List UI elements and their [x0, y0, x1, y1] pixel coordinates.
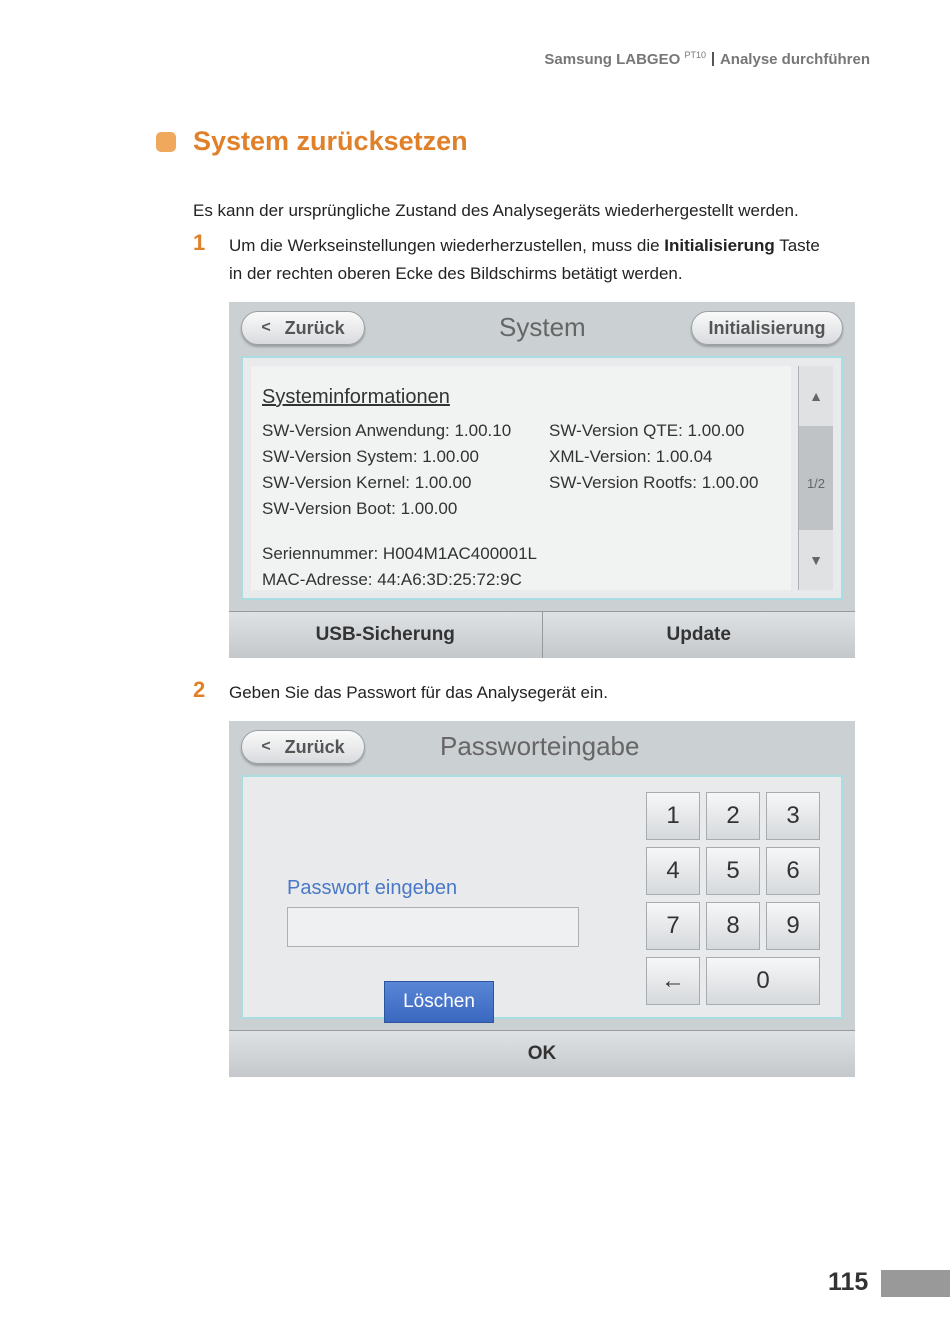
title-bullet-icon [156, 132, 176, 152]
key-4[interactable]: 4 [646, 847, 700, 895]
step-1-number: 1 [193, 230, 206, 255]
back-button-2[interactable] [241, 730, 365, 764]
clear-button[interactable]: Löschen [384, 981, 494, 1023]
step-2-text: Geben Sie das Passwort für das Analysegerät ein. [229, 683, 608, 702]
page-number: 115 [828, 1268, 869, 1296]
key-9[interactable]: 9 [766, 902, 820, 950]
ok-button[interactable]: OK [527, 1043, 557, 1064]
back-label: Zurück [284, 317, 345, 338]
key-0[interactable]: 0 [706, 957, 820, 1005]
chevron-left-icon: < [261, 738, 271, 755]
initialize-button[interactable]: Initialisierung [691, 311, 843, 345]
info-left-3: SW-Version Boot: 1.00.00 [262, 499, 458, 518]
info-right-0: SW-Version QTE: 1.00.00 [549, 421, 745, 440]
page-number-bar [881, 1270, 950, 1297]
header-brand-sup: PT10 [684, 50, 706, 60]
screen-title-2: Passworteingabe [440, 731, 640, 761]
chevron-left-icon: < [261, 319, 271, 336]
header-separator [712, 52, 714, 66]
header-section: Analyse durchführen [719, 51, 870, 68]
step-2-number: 2 [193, 677, 206, 702]
step-1-text-after: Taste [774, 236, 820, 255]
step-1-text-before: Um die Werkseinstellungen wiederherzustellen, muss die [229, 236, 665, 255]
backspace-icon[interactable]: ← [646, 957, 700, 1005]
info-left-1: SW-Version System: 1.00.00 [262, 447, 480, 466]
back-button[interactable] [241, 311, 365, 345]
back-label-2: Zurück [284, 736, 345, 757]
password-screen [229, 721, 855, 1077]
key-5[interactable]: 5 [706, 847, 760, 895]
screen-title: System [499, 312, 586, 342]
key-3[interactable]: 3 [766, 792, 820, 840]
scroll-up-icon[interactable]: ▲ [799, 366, 833, 426]
usb-backup-button[interactable]: USB-Sicherung [315, 624, 455, 645]
header-brand: Samsung LABGEO [544, 51, 681, 68]
scrollbar[interactable] [798, 366, 833, 590]
step-1-text [229, 232, 869, 288]
info-left-0: SW-Version Anwendung: 1.00.10 [262, 421, 512, 440]
info-right-1: XML-Version: 1.00.04 [549, 447, 713, 466]
step-1-bold: Initialisierung [664, 236, 775, 255]
intro-text: Es kann der ursprüngliche Zustand des Analysegeräts wiederhergestellt werden. [193, 201, 799, 220]
serial-number: Seriennummer: H004M1AC400001L [262, 544, 537, 563]
info-left-2: SW-Version Kernel: 1.00.00 [262, 473, 472, 492]
info-heading: Systeminformationen [262, 386, 450, 408]
section-title-wrap [156, 126, 468, 157]
password-panel [241, 775, 843, 1019]
scroll-down-icon[interactable]: ▼ [799, 530, 833, 590]
step-1-line2: in der rechten oberen Ecke des Bildschirms betätigt werden. [229, 264, 683, 283]
key-7[interactable]: 7 [646, 902, 700, 950]
info-content [251, 366, 791, 590]
bottom-bar-2 [229, 1030, 855, 1077]
scroll-page-indicator: 1/2 [806, 476, 826, 491]
running-header [544, 50, 870, 68]
bottom-bar [229, 611, 855, 658]
update-button[interactable]: Update [542, 612, 856, 658]
section-title: System zurücksetzen [193, 126, 468, 156]
key-2[interactable]: 2 [706, 792, 760, 840]
key-6[interactable]: 6 [766, 847, 820, 895]
info-panel [241, 356, 843, 600]
key-8[interactable]: 8 [706, 902, 760, 950]
password-label: Passwort eingeben [287, 877, 458, 899]
mac-address: MAC-Adresse: 44:A6:3D:25:72:9C [262, 570, 522, 589]
password-input[interactable] [287, 907, 579, 947]
info-right-2: SW-Version Rootfs: 1.00.00 [549, 473, 759, 492]
system-screen [229, 302, 855, 658]
key-1[interactable]: 1 [646, 792, 700, 840]
